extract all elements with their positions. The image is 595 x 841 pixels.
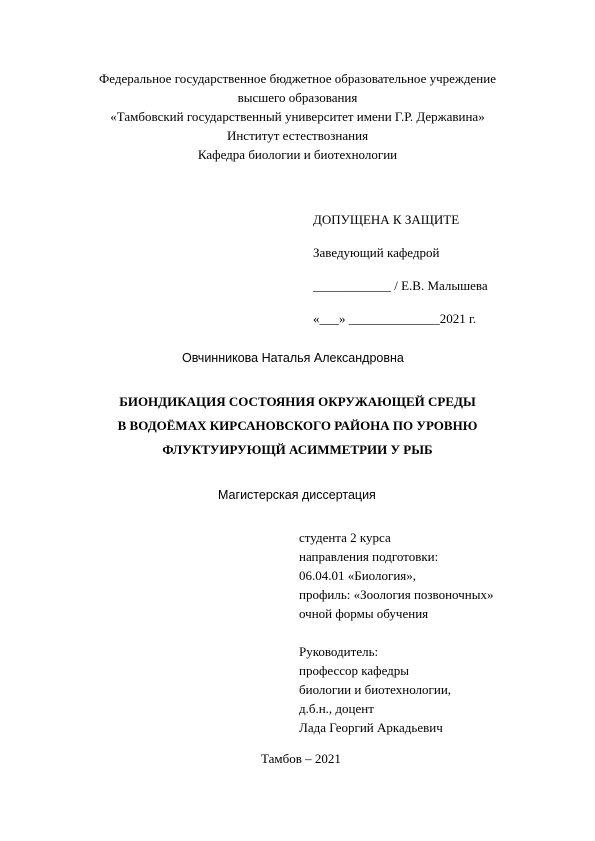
institute-name: Институт естествознания (226, 128, 369, 143)
thesis-title-line-1: БИОНДИКАЦИЯ СОСТОЯНИЯ ОКРУЖАЮЩЕЙ СРЕДЫ (119, 394, 476, 409)
supervisor-position-line-2: биологии и биотехнологии, (299, 682, 452, 697)
student-info-line-4: профиль: «Зоология позвоночных» (299, 587, 494, 602)
place-and-year: Тамбов – 2021 (261, 751, 341, 766)
supervisor-position-line-1: профессор кафедры (299, 663, 410, 678)
head-of-department-label: Заведующий кафедрой (313, 245, 440, 260)
author-name: Овчинникова Наталья Александровна (182, 351, 404, 365)
department-name: Кафедра биологии и биотехнологии (197, 147, 398, 162)
student-info-line-3: 06.04.01 «Биология», (299, 568, 417, 583)
admitted-to-defense: ДОПУЩЕНА К ЗАЩИТЕ (313, 212, 460, 227)
student-info-line-1: студента 2 курса (299, 530, 391, 545)
university-name: «Тамбовский государственный университет имени Г.Р. Державина» (110, 109, 485, 124)
institution-line-2: высшего образования (237, 90, 358, 105)
work-type: Магистерская диссертация (218, 488, 376, 502)
supervisor-label: Руководитель: (299, 644, 379, 659)
student-info-line-2: направления подготовки: (299, 549, 439, 564)
student-info-line-5: очной формы обучения (299, 606, 429, 621)
head-signature-line: ____________ / Е.В. Малышева (313, 278, 488, 293)
institution-line-1: Федеральное государственное бюджетное образовательное учреждение (99, 71, 496, 86)
supervisor-name: Лада Георгий Аркадьевич (299, 720, 443, 735)
thesis-title-line-3: ФЛУКТУИРУЮЩЙ АСИММЕТРИИ У РЫБ (162, 442, 433, 457)
approval-date-line: «___» ______________2021 г. (313, 311, 477, 326)
thesis-title-line-2: В ВОДОЁМАХ КИРСАНОВСКОГО РАЙОНА ПО УРОВНЮ (117, 418, 478, 433)
supervisor-degree: д.б.н., доцент (299, 701, 374, 716)
